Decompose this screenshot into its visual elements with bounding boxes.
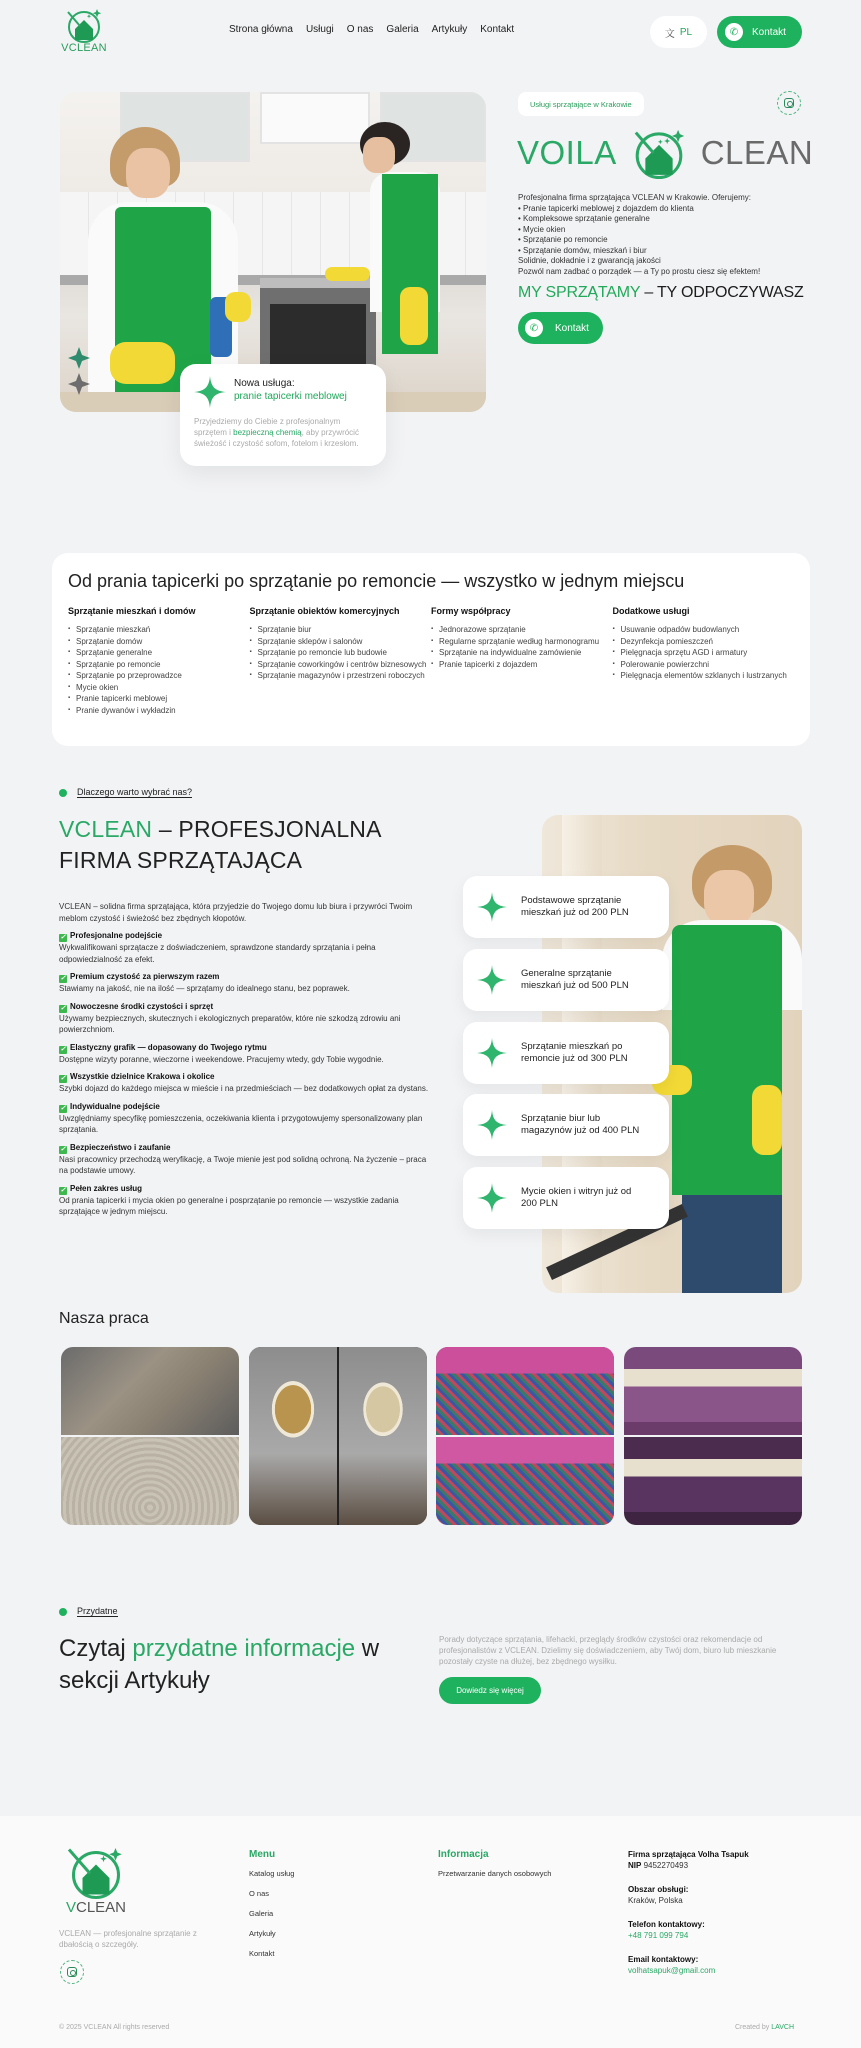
- sparkle-decoration-icon: [68, 347, 90, 395]
- sparkle-icon: [477, 892, 507, 922]
- copyright: © 2025 VCLEAN All rights reserved: [59, 2024, 170, 2031]
- nav-gallery[interactable]: Galeria: [386, 24, 419, 35]
- check-icon: ✓: [60, 975, 66, 982]
- check-icon: ✓: [60, 1004, 66, 1012]
- slogan: MY SPRZĄTAMY – TY ODPOCZYWASZ: [518, 284, 804, 301]
- services-column: Sprzątanie obiektów komercyjnych ▪ Sprzątanie biur ▪ Sprzątanie sklepów i salonów ▪ Sprzątanie po remoncie lub budowie ▪ Sprzątanie coworkingów i centrów biznesowych ▪ Sprzątanie magazynów i przestrzeni roboczych: [250, 606, 432, 716]
- nav-articles[interactable]: Artykuły: [431, 24, 468, 35]
- services-section: [52, 553, 810, 746]
- gallery-title: Nasza praca: [59, 1310, 149, 1327]
- footer-link-privacy[interactable]: Przetwarzanie danych osobowych: [438, 1869, 552, 1878]
- hero-contact-button[interactable]: ✆ Kontakt: [518, 312, 603, 344]
- price-card: Podstawowe sprzątanie mieszkań już od 200 PLN: [463, 876, 669, 938]
- dot-icon: [59, 1608, 67, 1616]
- price-card: Sprzątanie biur lub magazynów już od 400 PLN: [463, 1094, 669, 1156]
- language-label: PL: [679, 26, 693, 38]
- house-broom-logo-icon: [629, 125, 689, 181]
- created-by: Created by LAVCH: [735, 2024, 795, 2031]
- footer-link-articles[interactable]: Artykuły: [249, 1929, 276, 1938]
- services-title: Od prania tapicerki po sprzątanie po remoncie — wszystko w jednym miejscu: [68, 571, 685, 591]
- nav-contact[interactable]: Kontakt: [480, 24, 515, 35]
- footer-menu: Menu Katalog usług O nas Galeria Artykuły Kontakt: [249, 1849, 294, 1964]
- gallery-image-chair-seat[interactable]: [61, 1347, 239, 1525]
- sparkle-icon: [477, 1110, 507, 1140]
- learn-more-button[interactable]: Dowiedz się więcej: [439, 1677, 541, 1704]
- sparkle-icon: [477, 1183, 507, 1213]
- contact-label: Kontakt: [752, 26, 786, 38]
- articles-description: Porady dotyczące sprzątania, lifehacki, przeglądy środków czystości oraz rekomendacje od profesjonalistów z VCLEAN. Dzielimy się doświadczeniem, aby Twój dom, biuro lub mieszkanie pozostały czyste na dłużej, bez zbędnego wysiłku.: [439, 1635, 777, 1666]
- hero-description: Profesjonalna firma sprzątająca VCLEAN w Krakowie. Oferujemy: • Pranie tapicerki meblowej z dojazdem do klienta • Kompleksowe sprzątanie generalne • Mycie okien • Sprzątanie po remoncie • Sprzątanie domów, mieszkań i biur Solidnie, dokładnie i z gwarancją jakości Pozwól nam zadbać o porządek — a Ty po prostu ciesz się efektem!: [518, 193, 808, 277]
- price-card: Generalne sprzątanie mieszkań już od 500 PLN: [463, 949, 669, 1011]
- gallery-image-purple-sofa[interactable]: [624, 1347, 802, 1525]
- articles-title: Czytaj przydatne informacje w sekcji Artykuły: [59, 1635, 380, 1694]
- email-link[interactable]: volhatsapuk@gmail.com: [628, 1966, 716, 1975]
- gallery-image-chairs[interactable]: [249, 1347, 427, 1525]
- footer-description: VCLEAN — profesjonalne sprzątanie z dbałością o szczegóły.: [59, 1929, 197, 1949]
- phone-icon: ✆: [725, 23, 743, 41]
- instagram-link[interactable]: [777, 91, 801, 115]
- why-title: VCLEAN – PROFESJONALNA FIRMA SPRZĄTAJĄCA: [59, 816, 382, 873]
- brand-title: VOILA CLEAN: [517, 125, 813, 181]
- nav-services[interactable]: Usługi: [305, 24, 334, 35]
- price-card: Sprzątanie mieszkań po remoncie już od 300 PLN: [463, 1022, 669, 1084]
- logo-text: VCLEAN: [61, 42, 107, 54]
- sparkle-icon: [477, 965, 507, 995]
- price-card: Mycie okien i witryn już od 200 PLN: [463, 1167, 669, 1229]
- creator-link[interactable]: LAVCH: [771, 2024, 795, 2031]
- header-contact-button[interactable]: [717, 16, 802, 48]
- why-points: VCLEAN – solidna firma sprzątająca, która przyjedzie do Twojego domu lub biura i przywróci Twoim meblom czystość i świeżość bez zbędnych kłopotów. ✓ Profesjonalne podejście Wykwalifikowani sprzątacze z doświadczeniem, sprawdzone standardy sprzątania i pełna odpowiedzialność za efekt. ✓ Premium czystość za pierwszym razem Stawiamy na jakość, nie na ilość — sprzątamy do idealnego stanu, bez poprawek. ✓ Nowoczesne środki czystości i sprzęt Używamy bezpiecznych, skutecznych i ekologicznych preparatów, które nie szkodzą zdrowiu ani powierzchniom. ✓ Elastyczny grafik — dopasowany do Twojego rytmu Dostępne wizyty poranne, wieczorne i weekendowe. Pracujemy wtedy, gdy Tobie wygodnie. ✓ Wszystkie dzielnice Krakowa i okolice Szybki dojazd do każdego miejsca w mieście i na przedmieściach — bez dodatkowych opłat za dystans. ✓ Indywidualne podejście Uwzględniamy specyfikę pomieszczenia, oczekiwania klienta i przygotowujemy spersonalizowany plan sprzątania. ✓ Bezpieczeństwo i zaufanie Nasi pracownicy przechodzą weryfikację, a Twoje mienie jest pod solidną ochroną. Na życzenie – praca na podstawie umowy. ✓ Pełen zakres usług Od prania tapicerki i mycia okien po generalne i posprzątanie po remoncie — wszystkie zadania sprzątające w jednym miejscu.: [59, 902, 429, 1216]
- footer-instagram-link[interactable]: [60, 1960, 84, 1984]
- location-badge: Usługi sprzątające w Krakowie: [518, 92, 644, 116]
- phone-link[interactable]: +48 791 099 794: [628, 1931, 689, 1940]
- instagram-icon: [784, 98, 794, 108]
- check-icon: ✓: [60, 934, 66, 941]
- gallery-image-pink-sofa[interactable]: [436, 1347, 614, 1525]
- why-tag[interactable]: Dlaczego warto wybrać nas?: [59, 787, 192, 798]
- footer-link-catalog[interactable]: Katalog usług: [249, 1869, 295, 1878]
- dot-icon: [59, 789, 67, 797]
- new-service-name: pranie tapicerki meblowej: [234, 391, 347, 402]
- new-service-description: Przyjedziemy do Ciebie z profesjonalnym sprzętem i bezpieczną chemią, aby przywrócić świeżość i czystość sofom, fotelom i krzesłom.: [194, 417, 359, 448]
- services-column: Dodatkowe usługi ▪ Usuwanie odpadów budowlanych ▪ Dezynfekcja pomieszczeń ▪ Pielęgnacja sprzętu AGD i armatury ▪ Polerowanie powierzchni ▪ Pielęgnacja elementów szklanych i lustrzanych: [613, 606, 795, 716]
- phone-icon: ✆: [525, 319, 543, 337]
- logo[interactable]: [60, 6, 108, 58]
- footer-link-about[interactable]: O nas: [249, 1889, 270, 1898]
- check-icon: ✓: [60, 1075, 66, 1082]
- check-icon: ✓: [60, 1104, 66, 1112]
- footer-info: Informacja Przetwarzanie danych osobowych: [438, 1849, 551, 1884]
- house-broom-logo-icon: [62, 6, 106, 44]
- check-icon: ✓: [60, 1145, 66, 1153]
- articles-tag[interactable]: Przydatne: [59, 1606, 118, 1617]
- house-broom-logo-icon: [63, 1843, 129, 1901]
- footer-link-contact[interactable]: Kontakt: [249, 1949, 275, 1958]
- check-icon: ✓: [60, 1186, 66, 1194]
- footer-logo[interactable]: VCLEAN: [60, 1843, 132, 1916]
- instagram-icon: [67, 1967, 77, 1977]
- main-nav: [229, 24, 514, 35]
- nav-home[interactable]: Strona główna: [229, 24, 293, 35]
- check-icon: ✓: [60, 1045, 66, 1053]
- nav-about[interactable]: O nas: [346, 24, 374, 35]
- services-column: Sprzątanie mieszkań i domów ▪ Sprzątanie mieszkań ▪ Sprzątanie domów ▪ Sprzątanie generalne ▪ Sprzątanie po remoncie ▪ Sprzątanie po przeprowadzce ▪ Mycie okien ▪ Pranie tapicerki meblowej ▪ Pranie dywanów i wykładzin: [68, 606, 250, 716]
- new-service-card: [180, 364, 386, 466]
- new-service-title: Nowa usługa:: [234, 378, 295, 389]
- language-button[interactable]: [650, 16, 707, 48]
- footer-company-info: Firma sprzątająca Volha Tsapuk NIP 9452270493 Obszar obsługi: Kraków, Polska Telefon kontaktowy: +48 791 099 794 Email kontaktowy: volhatsapuk@gmail.com: [628, 1850, 749, 1975]
- sparkle-icon: [477, 1038, 507, 1068]
- translate-icon: 文: [664, 28, 675, 40]
- services-column: Formy współpracy ▪ Jednorazowe sprzątanie ▪ Regularne sprzątanie według harmonogramu ▪ Sprzątanie na indywidualne zamówienie ▪ Pranie tapicerki z dojazdem: [431, 606, 613, 716]
- sparkle-icon: [194, 376, 226, 408]
- footer-link-gallery[interactable]: Galeria: [249, 1909, 274, 1918]
